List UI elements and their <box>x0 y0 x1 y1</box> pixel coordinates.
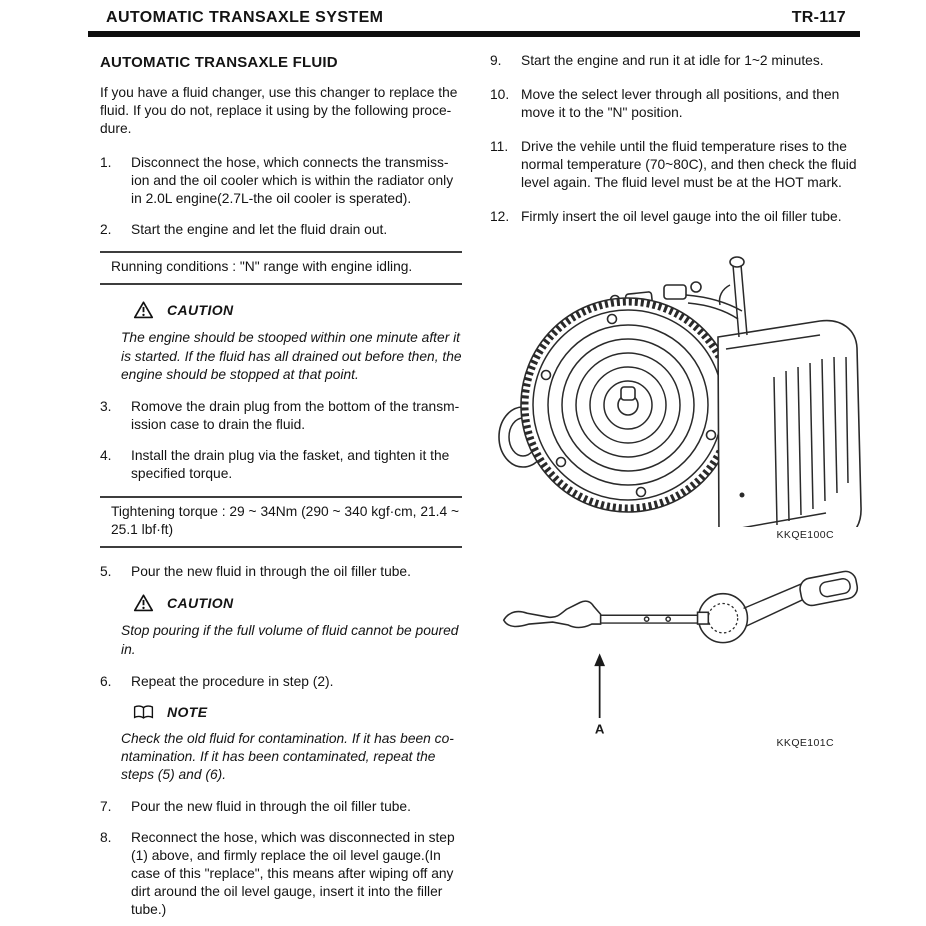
step-7 <box>100 798 462 816</box>
step-1 <box>100 154 462 208</box>
step-10 <box>490 86 862 122</box>
step-5 <box>100 563 462 581</box>
open-book-icon <box>133 704 154 721</box>
running-conditions-box: Running conditions : "N" range with engine idling. <box>100 251 462 285</box>
step-text: Start the engine and run it at idle for 1~2 minutes. <box>521 53 824 68</box>
warning-triangle-icon <box>133 593 154 613</box>
step-text: Move the select lever through all positions, and then move it to the "N" position. <box>521 86 840 120</box>
step-text: Pour the new fluid in through the oil filler tube. <box>131 799 411 815</box>
step-9 <box>490 52 862 70</box>
step-text: Romove the drain plug from the bottom of the transm-ission case to drain the fluid. <box>131 398 460 432</box>
step-text: Disconnect the hose, which connects the transmiss-ion and the oil cooler which is within the radiator only in 2.0L engine(2.7L-the oil cooler is sperated). <box>131 154 454 206</box>
step-text: Firmly insert the oil level gauge into the oil filler tube. <box>521 208 842 224</box>
step-text: Repeat the procedure in step (2). <box>131 673 334 689</box>
arrow-label: A <box>594 722 605 736</box>
transaxle-illustration <box>490 245 862 527</box>
step-number: 9. <box>490 53 502 68</box>
step-text: Drive the vehile until the fluid temperature rises to the normal temperature (70~80C), and then check the fluid level again. The fluid level must be at the HOT mark. <box>521 138 857 190</box>
step-number: 6. <box>100 673 112 689</box>
caution-text: The engine should be stooped within one minute after it is started. If the fluid has all drained out before then, the engine should be stopped at that point. <box>121 330 462 382</box>
step-12 <box>490 208 862 226</box>
step-11 <box>490 138 862 192</box>
note-label: NOTE <box>167 704 208 721</box>
warning-triangle-icon <box>133 300 154 320</box>
step-number: 12. <box>490 208 510 224</box>
step-text: Pour the new fluid in through the oil filler tube. <box>131 563 411 579</box>
caution-label: CAUTION <box>167 595 234 612</box>
step-4 <box>100 447 462 483</box>
oil-level-gauge-illustration <box>490 563 862 735</box>
right-column <box>490 52 862 926</box>
step-2 <box>100 221 462 239</box>
section-title: AUTOMATIC TRANSAXLE FLUID <box>100 54 338 71</box>
tightening-torque-box: Tightening torque : 29 ~ 34Nm (290 ~ 340 kgf·cm, 21.4 ~ 25.1 lbf·ft) <box>100 496 462 548</box>
header-title: AUTOMATIC TRANSAXLE SYSTEM <box>106 9 384 26</box>
step-8 <box>100 829 462 919</box>
caution-heading <box>133 593 462 613</box>
step-text: Install the drain plug via the fasket, and tighten it the specified torque. <box>131 447 450 481</box>
step-number: 11. <box>490 138 509 154</box>
left-column <box>100 52 462 926</box>
page-content <box>100 37 882 926</box>
figure-caption: KKQE100C <box>776 529 834 542</box>
step-number: 3. <box>100 398 112 414</box>
note-heading <box>133 704 462 721</box>
step-number: 5. <box>100 563 112 579</box>
step-number: 10. <box>490 86 510 102</box>
step-text: Reconnect the hose, which was disconnected in step (1) above, and firmly replace the oil level gauge.(In case of this "replace", this means after wiping off any dirt around the oil level gauge, insert it into the filler tube.) <box>131 830 455 917</box>
caution-label: CAUTION <box>167 302 234 319</box>
page-header <box>88 0 860 37</box>
step-number: 8. <box>100 830 112 846</box>
step-number: 2. <box>100 221 112 237</box>
step-6 <box>100 673 462 691</box>
step-3 <box>100 398 462 434</box>
caution-text: Stop pouring if the full volume of fluid cannot be poured in. <box>121 623 459 657</box>
step-number: 1. <box>100 154 112 170</box>
page-number: TR-117 <box>791 9 846 26</box>
caution-heading <box>133 300 462 320</box>
figure-transaxle <box>490 245 862 541</box>
step-number: 7. <box>100 799 112 815</box>
step-number: 4. <box>100 447 112 463</box>
step-text: Start the engine and let the fluid drain out. <box>131 221 388 237</box>
figure-caption: KKQE101C <box>776 737 834 750</box>
note-text: Check the old fluid for contamination. If it has been co-ntamination. If it has been contaminated, repeat the steps (5) and (6). <box>121 730 454 783</box>
intro-paragraph: If you have a fluid changer, use this changer to replace the fluid. If you do not, replace it using by the following proce-dure. <box>100 85 458 136</box>
figure-oil-level-gauge <box>490 563 862 749</box>
